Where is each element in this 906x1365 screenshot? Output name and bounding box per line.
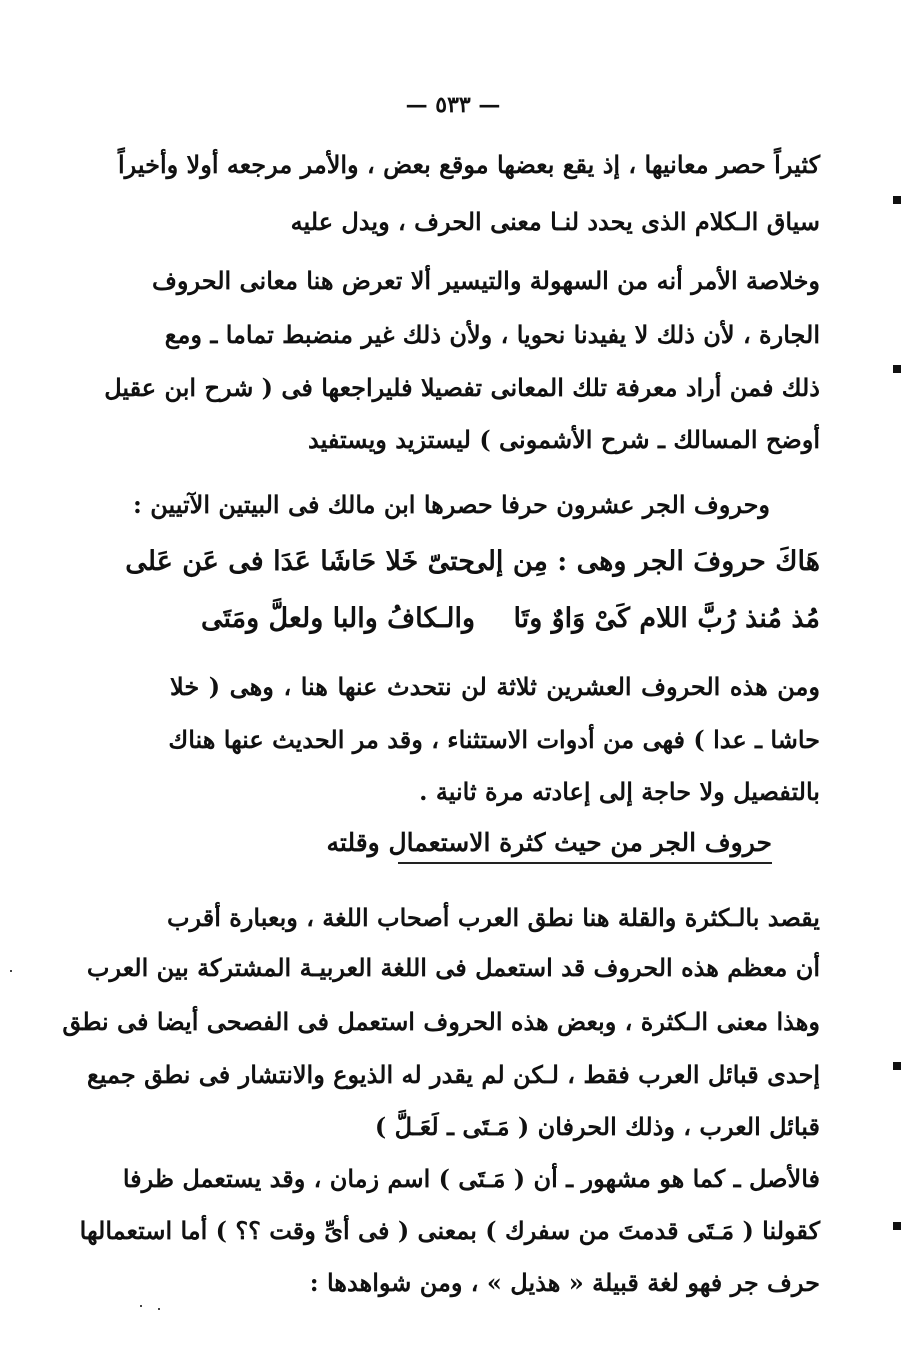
paragraph-5-line-5: قبائل العرب ، وذلك الحرفان ( مَـتَى ـ لَعَـلَّ ) [374,1112,820,1141]
scan-mark [893,1062,901,1070]
paragraph-5-line-2: أن معظم هذه الحروف قد استعمل فى اللغة العربيـة المشتركة بين العرب [86,953,820,982]
paragraph-2-line-3: ذلك فمن أراد معرفة تلك المعانى تفصيلا فليراجعها فى ( شرح ابن عقيل [104,373,820,402]
paragraph-4-line-2: حاشا ـ عدا ) فهى من أدوات الاستثناء ، وقد مر الحديث عنها هناك [168,725,820,754]
paragraph-5-line-4: إحدى قبائل العرب فقط ، لـكن لم يقدر له الذيوع والانتشار فى نطق جميع [86,1060,820,1089]
paragraph-2-line-1: وخلاصة الأمر أنه من السهولة والتيسير ألا تعرض هنا معانى الحروف [151,266,820,295]
verse-1-second-half: حتىّ خَلا حَاشَا عَدَا فى عَن عَلى [125,546,475,577]
paragraph-2-line-4: أوضح المسالك ـ شرح الأشمونى ) ليستزيد ويستفيد [307,425,820,454]
paragraph-2-line-2: الجارة ، لأن ذلك لا يفيدنا نحويا ، ولأن ذلك غير منضبط تماما ـ ومع [164,320,820,349]
scan-speck [140,1305,142,1307]
scan-speck [158,1308,160,1310]
paragraph-5-line-3: وهذا معنى الـكثرة ، وبعض هذه الحروف استعمل فى الفصحى أيضا فى نطق [62,1007,820,1036]
page-number: — ٥٣٣ — [405,92,501,118]
verse-2-second-half: والـكافُ والبا ولعلَّ ومَتَى [200,603,475,634]
scan-speck [10,970,12,972]
scan-mark [893,196,901,204]
section-heading: حروف الجر من حيث كثرة الاستعمال وقلته [398,828,772,864]
paragraph-6-line-3: حرف جر فهو لغة قبيلة « هذيل » ، ومن شواهدها : [309,1268,820,1297]
verse-1-first-half: هَاكَ حروفَ الجر وهى : مِن إلى [465,546,820,577]
paragraph-3: وحروف الجر عشرون حرفا حصرها ابن مالك فى البيتين الآتيين : [133,490,770,519]
paragraph-1-line-1: كثيراً حصر معانيها ، إذ يقع بعضها موقع بعض ، والأمر مرجعه أولا وأخيراً [117,150,820,179]
paragraph-1-line-2: سياق الـكلام الذى يحدد لنـا معنى الحرف ، ويدل عليه [290,207,820,236]
verse-2-first-half: مُذ مُنذ رُبَّ اللام كَىْ وَاوٌ وتَا [513,603,820,634]
scan-mark [893,1222,901,1230]
scan-mark [893,365,901,373]
paragraph-6-line-1: فالأصل ـ كما هو مشهور ـ أن ( مَـتَى ) اسم زمان ، وقد يستعمل ظرفا [122,1164,820,1193]
paragraph-4-line-3: بالتفصيل ولا حاجة إلى إعادته مرة ثانية . [419,777,820,806]
paragraph-5-line-1: يقصد بالـكثرة والقلة هنا نطق العرب أصحاب اللغة ، وبعبارة أقرب [166,903,820,932]
paragraph-6-line-2: كقولنا ( مَـتَى قدمتَ من سفرك ) بمعنى ( فى أىِّ وقت ؟؟ ) أما استعمالها [79,1216,820,1245]
paragraph-4-line-1: ومن هذه الحروف العشرين ثلاثة لن نتحدث عنها هنا ، وهى ( خلا [170,672,820,701]
